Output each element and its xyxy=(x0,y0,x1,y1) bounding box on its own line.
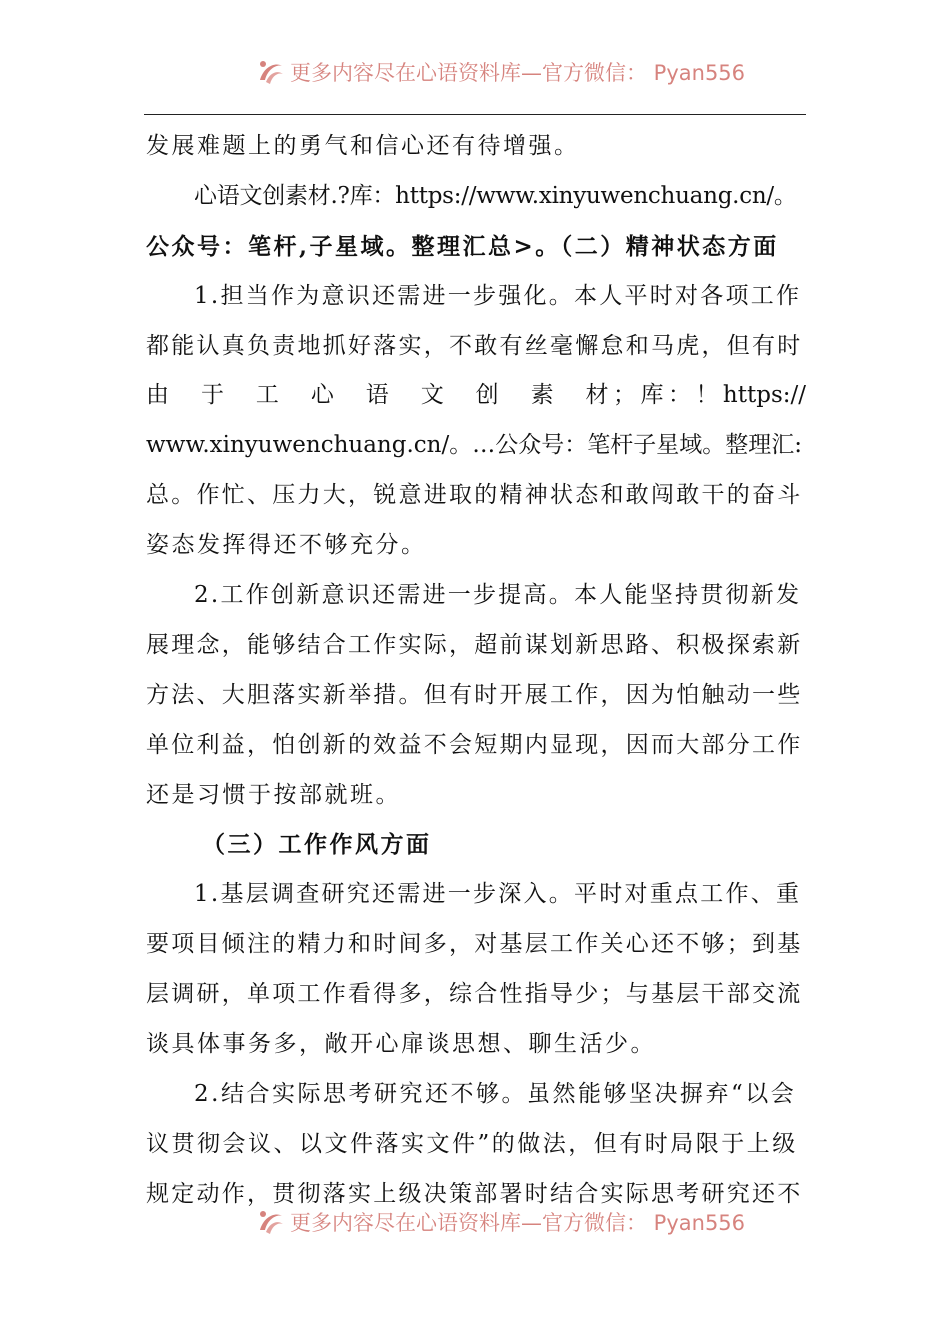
text-line: 心语文创素材.?库：https://www.xinyuwenchuang.cn/。 xyxy=(194,182,797,209)
text-line: 要项目倾注的精力和时间多，对基层工作关心还不够；到基 xyxy=(146,931,803,958)
text-line: 由 于 工 心 语 文 创 素 材；库：！https:// xyxy=(146,382,806,409)
logo-icon xyxy=(256,58,286,86)
text-line: 方法、大胆落实新举措。但有时开展工作，因为怕触动一些 xyxy=(146,681,803,708)
text-line: 规定动作，贯彻落实上级决策部署时结合实际思考研究还不 xyxy=(146,1180,803,1207)
text-line: 议贯彻会议、以文件落实文件”的做法，但有时局限于上级 xyxy=(146,1130,798,1157)
document-body xyxy=(146,122,806,1220)
watermark-text: 更多内容尽在心语资料库—官方微信： Pyan556 xyxy=(290,1211,746,1235)
text-line: 谈具体事务多，敞开心扉谈思想、聊生活少。 xyxy=(146,1031,656,1058)
text-line: 总。作忙、压力大，锐意进取的精神状态和敢闯敢干的奋斗 xyxy=(146,482,803,509)
section-heading-line: （三）工作作风方面 xyxy=(202,831,432,859)
logo-icon xyxy=(256,1208,286,1236)
footer-watermark xyxy=(0,1204,950,1240)
header-watermark xyxy=(0,54,950,90)
text-line: 发展难题上的勇气和信心还有待增强。 xyxy=(146,133,580,159)
text-line: 1.基层调查研究还需进一步深入。平时对重点工作、重 xyxy=(194,881,802,908)
text-line: 都能认真负责地抓好落实，不敢有丝毫懈怠和马虎，但有时 xyxy=(146,332,803,359)
header-rule xyxy=(144,114,806,115)
text-line: 层调研，单项工作看得多，综合性指导少；与基层干部交流 xyxy=(146,981,803,1008)
text-line: 单位利益，怕创新的效益不会短期内显现，因而大部分工作 xyxy=(146,731,803,758)
text-line: 2.结合实际思考研究还不够。虽然能够坚决摒弃“以会 xyxy=(194,1080,797,1107)
text-line: 2.工作创新意识还需进一步提高。本人能坚持贯彻新发 xyxy=(194,582,802,609)
text-line: 还是习惯于按部就班。 xyxy=(146,781,401,808)
text-line: 姿态发挥得还不够充分。 xyxy=(146,532,427,559)
watermark-text: 更多内容尽在心语资料库—官方微信： Pyan556 xyxy=(290,61,746,85)
section-heading-line: 公众号：笔杆,子星域。整理汇总>。（二）精神状态方面 xyxy=(146,232,779,260)
text-line: www.xinyuwenchuang.cn/。…公众号：笔杆子星域。整理汇: xyxy=(146,432,802,459)
text-line: 1.担当作为意识还需进一步强化。本人平时对各项工作 xyxy=(194,282,802,309)
text-line: 展理念，能够结合工作实际，超前谋划新思路、积极探索新 xyxy=(146,631,803,658)
